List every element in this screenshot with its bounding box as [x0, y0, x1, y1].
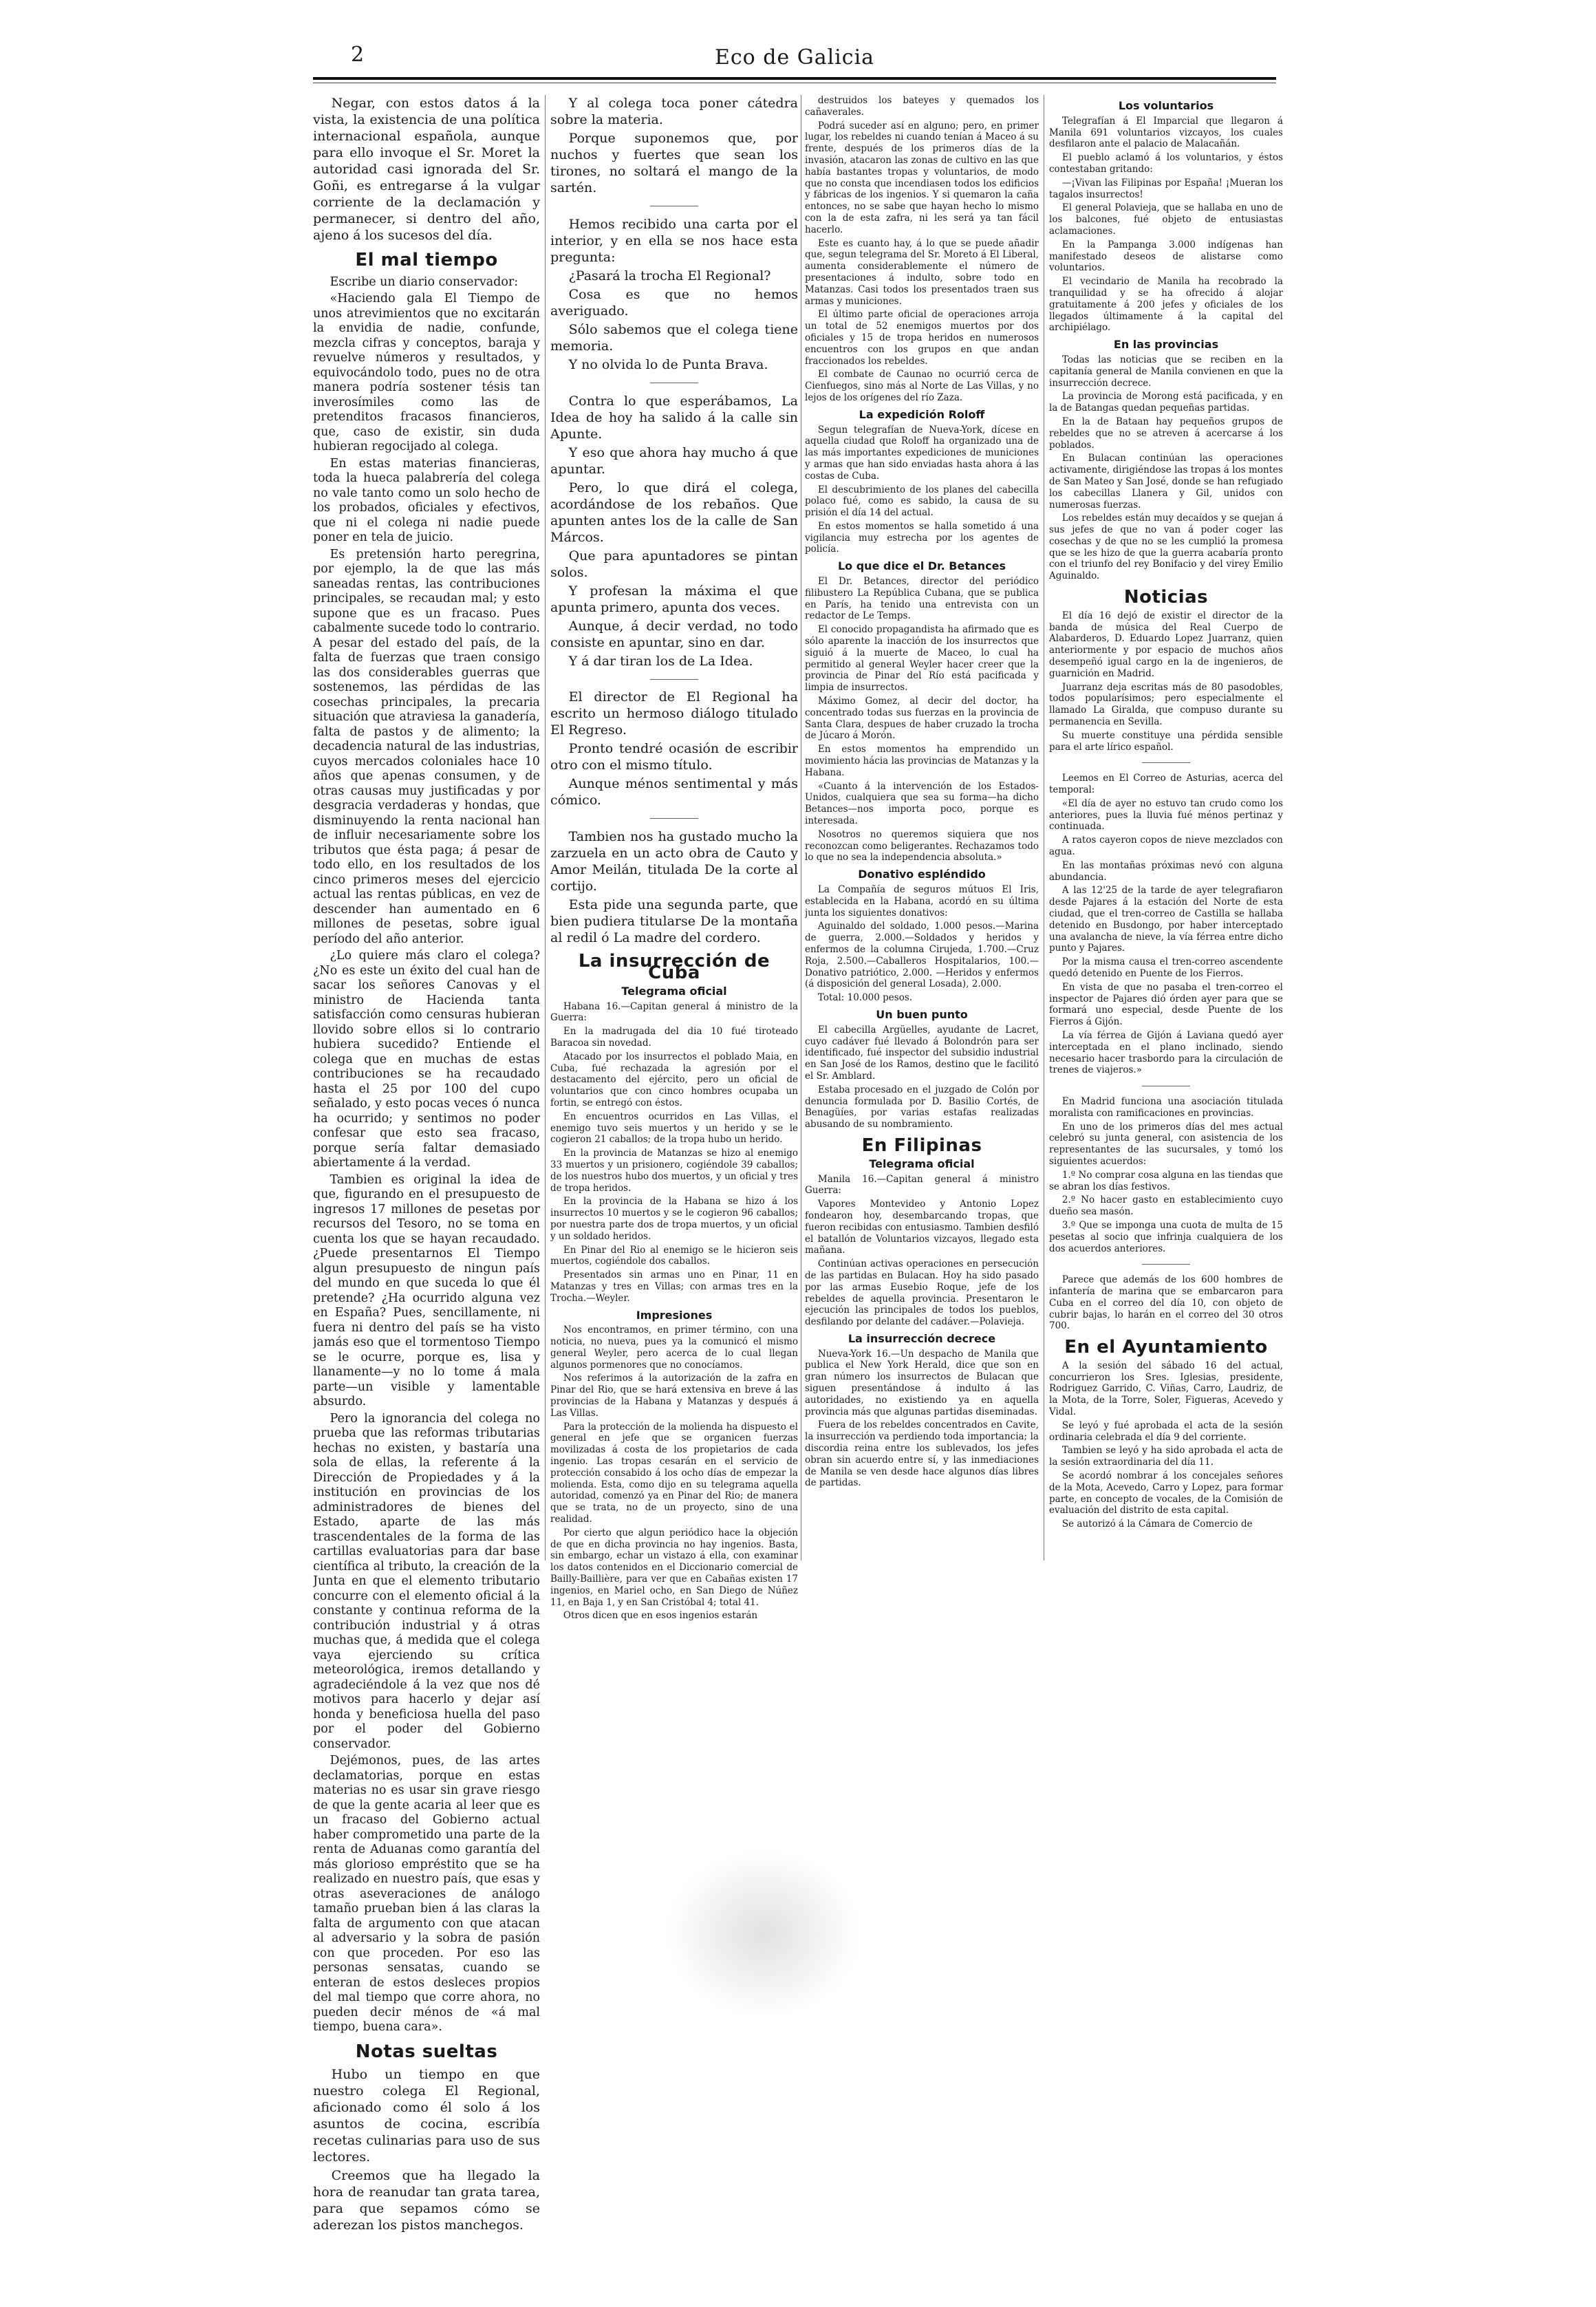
paragraph: 1.º No comprar cosa alguna en las tiendas que se abran los días festivos.	[1049, 1169, 1283, 1192]
subsection-heading: La insurrección decrece	[848, 1331, 996, 1345]
paragraph: —¡Vivan las Filipinas por España! ¡Mueran los tagalos insurrectos!	[1049, 177, 1283, 200]
paragraph: Esta pide una segunda parte, que bien pudiera titularse De la montaña al redil ó La madre del cordero.	[550, 897, 798, 946]
paragraph: Nosotros no queremos siquiera que nos reconozcan como beligerantes. Rechazamos todo lo que no sea la independencia absoluta.»	[805, 828, 1039, 863]
paragraph: A ratos cayeron copos de nieve mezclados con agua.	[1049, 835, 1283, 858]
paragraph: Pero, lo que dirá el colega, acordándose de los rebaños. Que apunten antes los de la calle de San Márcos.	[550, 480, 798, 545]
column-4	[1049, 95, 1283, 1532]
section-heading: Noticias	[1123, 587, 1209, 608]
paragraph: Continúan activas operaciones en persecución de las partidas en Bulacan. Hoy ha sido pasado por las armas Eusebio Roque, jefe de los rebeldes de aquella provincia. Presentaron le ejecución las principales de todos los pueblos, desfilando por delante del cadáver.—Polavieja.	[805, 1258, 1039, 1328]
paragraph: Escribe un diario conservador:	[330, 275, 519, 289]
paragraph: Es pretensión harto peregrina, por ejemplo, la de que las más saneadas rentas, las contribuciones principales, se recaudan mal; y esto supone que es un fracaso. Pues cabalmente sucede todo lo contrario. A pesar del estado del país, de la falta de fuerzas que traen consigo las dos considerables guerras que sostenemos, las pérdidas de las cosechas principales, la precaria situación que atraviesa la ganadería, falta de pastos y de alimento; la decadencia natural de las industrias, cuyos mercados coloniales hace 10 años que apenas consumen, y de otras causas muy justificadas y por desgracia verdaderas y hondas, que disminuyendo la renta nacional han de influir necesariamente sobre los tributos que ésta paga; á pesar de todo ello, en los resultados de los cinco primeros meses del ejercicio actual las rentas públicas, en vez de descender han aumentado en 6 millones de pesetas, sobre igual período del año anterior.	[313, 547, 540, 946]
paragraph: «El día de ayer no estuvo tan crudo como los anteriores, pues la lluvia fué ménos pertinaz y continuada.	[1049, 797, 1283, 833]
paragraph: Porque suponemos que, por nuchos y fuertes que sean los tirones, no soltará el mango de la sartén.	[550, 131, 798, 195]
paragraph: destruidos los bateyes y quemados los cañaverales.	[805, 95, 1039, 118]
paper-stain	[667, 1851, 860, 2016]
paragraph: «Cuanto á la intervención de los Estados-Unidos, cualquiera que sea su forma—ha dicho Betances—nos importa poco, porque es interesada.	[805, 780, 1039, 827]
paragraph: Presentados sin armas uno en Pinar, 11 en Matanzas y tres en Villas; con armas tres en la Trocha.—Weyler.	[550, 1269, 798, 1304]
paragraph: Se acordó nombrar á los concejales señores de la Mota, Acevedo, Carro y Lopez, para formar parte, en concepto de vocales, de la Comisión de evaluación del distrito de esta capital.	[1049, 1470, 1283, 1516]
paragraph: Sólo sabemos que el colega tiene memoria.	[550, 321, 798, 354]
masthead-title: Eco de Galicia	[714, 45, 875, 69]
paragraph: Creemos que ha llegado la hora de reanudar tan grata tarea, para que sepamos cómo se aderezan los pistos manchegos.	[313, 2168, 540, 2233]
paragraph: Pero la ignorancia del colega no prueba que las reformas tributarias hechas no existen, y bastaría una sola de ellas, la referente á la Dirección de Propiedades y á la institución en provincias de los administradores de bienes del Estado, aparte de las más trascendentales de la forma de las cartillas evaluatorias para dar base científica al tributo, la creación de la Junta en que el elemento tributario concurre con el elemento oficial á la constante y continua reforma de la contribución industrial y á otras muchas que, á medida que el colega vaya ejerciendo su crítica meteorológica, iremos detallando y agradeciéndole á la vez que nos dé motivos para hacerlo y dejar así honda y beneficiosa huella del paso por el poder del Gobierno conservador.	[313, 1411, 540, 1751]
paragraph: Otros dicen que en esos ingenios estarán	[563, 1610, 758, 1622]
paragraph: Fuera de los rebeldes concentrados en Cavite, la insurrección va perdiendo toda importancia; la discordia reina entre los sublevados, los jefes obran sin acuerdo entre sí, y las inmediaciones de Manila se ven desde hace algunos días libres de partidas.	[805, 1419, 1039, 1489]
separator	[550, 813, 798, 824]
paragraph: Negar, con estos datos á la vista, la existencia de una política internacional española, aunque para ello invoque el Sr. Moret la autoridad casi ignorada del Sr. Goñi, es entregarse á la vulgar corriente de la declamación y permanecer, si dentro del año, ajeno á los sucesos del día.	[313, 96, 540, 243]
section-heading: El mal tiempo	[355, 250, 498, 270]
paragraph: Podrá suceder así en alguno; pero, en primer lugar, los rebeldes ni cuando tenían á Maceo á su frente, después de los primeros días de la invasión, atacaron las zonas de cultivo en las que había bastantes tropas y voluntarios, de modo que no consta que incendiasen todos los edificios y fábricas de los ingenios. Y si quemaron la caña entonces, no se sabe que hayan hecho lo mismo con la de esta zafra, ni les será ya tan fácil hacerlo.	[805, 120, 1039, 235]
paragraph: En vista de que no pasaba el tren-correo el inspector de Pajares dió órden ayer para que se formará uno especial, desde Puente de los Fierros á Gijón.	[1049, 981, 1283, 1028]
paragraph: Manila 16.—Capitan general á ministro Guerra:	[805, 1173, 1039, 1197]
paragraph: Nueva-York 16.—Un despacho de Manila que publica el New York Herald, dice que son en gran número los insurrectos de Bulacan que siguen presentándose á indulto á las autoridades, no existiendo ya en aquella provincia más que algunas partidas diseminadas.	[805, 1348, 1039, 1417]
paragraph: Este es cuanto hay, á lo que se puede añadir que, segun telegrama del Sr. Moreto á El Liberal, aumenta considerablemente el número de presentaciones á indulto, sobre todo en Matanzas. Casi todos los presentados traen sus armas y municiones.	[805, 237, 1039, 307]
paragraph: En estos momentos ha emprendido un movimiento hácia las provincias de Matanzas y la Habana.	[805, 744, 1039, 778]
subsection-heading: La expedición Roloff	[859, 407, 985, 421]
paragraph: Pronto tendré ocasión de escribir otro con el mismo título.	[550, 741, 798, 773]
paragraph: El conocido propagandista ha afirmado que es sólo aparente la inacción de los insurrectos que siguió á la muerte de Maceo, lo cual ha permitido al general Weyler hacer creer que la provincia de Pinar del Río está pacificada y limpia de insurrectos.	[805, 624, 1039, 694]
subsection-heading: Donativo espléndido	[858, 868, 986, 881]
paragraph: Hemos recibido una carta por el interior, y en ella se nos hace esta pregunta:	[550, 216, 798, 265]
column-divider	[545, 95, 546, 1560]
paragraph: Se autorizó á la Cámara de Comercio de	[1061, 1519, 1253, 1530]
paragraph: El vecindario de Manila ha recobrado la tranquilidad y se ha ofrecido á alojar gratuitamente á 200 jefes y oficiales de los llegados últimamente á la capital del archipiélago.	[1049, 276, 1283, 334]
paragraph: Para la protección de la molienda ha dispuesto el general en jefe que se organicen fuerzas movilizadas á costa de los propietarios de cada ingenio. Las tropas cesarán en el servicio de protección consabido á los ocho días de empezar la molienda. Esta, como dijo en su telegrama aquella autoridad, comenzó ya en Pinar del Rio; de manera que se trata, no de un proyecto, sino de una realidad.	[550, 1421, 798, 1525]
paragraph: Su muerte constituye una pérdida sensible para el arte lírico español.	[1049, 729, 1283, 753]
separator	[550, 200, 798, 212]
paragraph: Nos encontramos, en primer término, con una noticia, no nueva, pues ya la comunicó el mismo general Weyler, pero acerca de lo cual llegan algunos pormenores que no conocíamos.	[550, 1324, 798, 1371]
page-header	[313, 41, 1276, 83]
paragraph: Habana 16.—Capitan general á ministro de la Guerra:	[550, 1000, 798, 1024]
paragraph: El director de El Regional ha escrito un hermoso diálogo titulado El Regreso.	[550, 689, 798, 738]
paragraph: 2.º No hacer gasto en establecimiento cuyo dueño sea masón.	[1049, 1194, 1283, 1218]
subsection-heading: Un buen punto	[876, 1007, 968, 1021]
paragraph: Aunque ménos sentimental y más cómico.	[550, 776, 798, 808]
paragraph: En la Pampanga 3.000 indígenas han manifestado deseos de alistarse como voluntarios.	[1049, 239, 1283, 274]
paragraph: En estos momentos se halla sometido á una vigilancia muy estrecha por los agentes de policía.	[805, 520, 1039, 555]
paragraph: Leemos en El Correo de Asturias, acerca del temporal:	[1049, 773, 1283, 796]
subsection-heading: Telegrama oficial	[869, 1157, 975, 1170]
paragraph: Se leyó y fué aprobada el acta de la sesión ordinaria celebrada el día 9 del corriente.	[1049, 1419, 1283, 1443]
paragraph: La vía férrea de Gijón á Laviana quedó ayer interceptada en el plano inclinado, siendo necesario hacer trasbordo para la circulación de trenes de viajeros.»	[1049, 1029, 1283, 1076]
paragraph: Por la misma causa el tren-correo ascendente quedó detenido en Puente de los Fierros.	[1049, 956, 1283, 979]
subsection-heading: En las provincias	[1113, 338, 1219, 352]
paragraph: Todas las noticias que se reciben en la capitanía general de Manila convienen en que la insurrección decrece.	[1049, 354, 1283, 389]
paragraph: Y á dar tiran los de La Idea.	[568, 653, 753, 669]
paragraph: Tambien es original la idea de que, figurando en el presupuesto de ingresos 17 millones de pesetas por recursos del Tesoro, no se toma en cuenta los que se hayan recaudado. ¿Puede presentarnos El Tiempo algun presupuesto de ningun país del mundo en que suceda lo que él pretende? ¿Ha ocurrido alguna vez en España? Pues, sencillamente, ni fuera ni dentro del país se ha visto jamás eso que el tormentoso Tiempo se le ocurre, porque es, lisa y llanamente—y no lo tome á mala parte—un visible y lamentable absurdo.	[313, 1172, 540, 1408]
paragraph: El último parte oficial de operaciones arroja un total de 52 enemigos muertos por dos oficiales y 15 de tropa heridos en numerosos encuentros con los grupos en que andan fraccionados los rebeldes.	[805, 309, 1039, 367]
paragraph: Y no olvida lo de Punta Brava.	[568, 356, 768, 372]
paragraph: Los rebeldes están muy decaídos y se quejan á sus jefes de que no van á poder coger las cosechas y de que no se les cumplió la promesa que se les hizo de que la guerra acabaría pronto con el triunfo del rey Bonifacio y del virey Emilio Aguinaldo.	[1049, 513, 1283, 582]
separator	[550, 674, 798, 685]
paragraph: El combate de Caunao no ocurrió cerca de Cienfuegos, sino más al Norte de Las Villas, y no lejos de los orígenes del río Zaza.	[805, 369, 1039, 403]
paragraph: El pueblo aclamó á los voluntarios, y éstos contestaban gritando:	[1049, 152, 1283, 175]
paragraph: ¿Lo quiere más claro el colega? ¿No es este un éxito del cual han de sacar los señores Canovas y el ministro de Hacienda tanta satisfacción como censuras hubieran llovido sobre ellos si lo contrario hubiera sucedido? Entiende el colega que en muchas de estas contribuciones se ha recaudado hasta el 25 por 100 del cupo señalado, y esto pocas veces ó nunca ha ocurrido; y sentimos no poder confesar que esto sea fracaso, porque sería faltar demasiado abiertamente á la verdad.	[313, 949, 540, 1170]
paragraph: En uno de los primeros días del mes actual celebró su junta general, con asistencia de los representantes de las sucursales, y tomó los siguientes acuerdos:	[1049, 1121, 1283, 1167]
page-number: 2	[351, 43, 365, 67]
paragraph: Aunque, á decir verdad, no todo consiste en apuntar, sino en dar.	[550, 618, 798, 650]
subsection-heading: Los voluntarios	[1118, 99, 1214, 112]
paragraph: En la de Bataan hay pequeños grupos de rebeldes que no se atreven á acercarse á los poblados.	[1049, 416, 1283, 451]
column-1	[313, 95, 540, 2235]
paragraph: Parece que además de los 600 hombres de infantería de marina que se embarcaron para Cuba en el correo del día 10, con objeto de cubrir bajas, lo harán en el correo del 30 otros 700.	[1049, 1274, 1283, 1332]
paragraph: El cabecilla Argüelles, ayudante de Lacret, cuyo cadáver fué llevado á Bolondrón para ser identificado, fué inspector del subsidio industrial en San José de los Ramos, destino que le facilitó el Sr. Amblard.	[805, 1024, 1039, 1082]
paragraph: En la madrugada del dia 10 fué tiroteado Baracoa sin novedad.	[550, 1026, 798, 1049]
paragraph: El Dr. Betances, director del periódico filibustero La República Cubana, que se publica en París, ha tenido una entrevista con un redactor de Le Temps.	[805, 576, 1039, 622]
paragraph: En las montañas próximas nevó con alguna abundancia.	[1049, 859, 1283, 883]
paragraph: Por cierto que algun periódico hace la objeción de que en dicha provincia no hay ingenios. Basta, sin embargo, echar un vistazo á ella, con examinar los datos contenidos en el Diccionario comercial de Bailly-Baillière, para ver que en Cabañas existen 17 ingenios, en Mariel ocho, en San Diego de Núñez 11, en Baja 1, y en San Cristóbal 4; total 41.	[550, 1527, 798, 1608]
paragraph: En Pinar del Rio al enemigo se le hicieron seis muertos, cogiéndole dos caballos.	[550, 1244, 798, 1267]
paragraph: La Compañía de seguros mútuos El Iris, establecida en la Habana, acordó en su última junta los siguientes donativos:	[805, 884, 1039, 919]
paragraph: Dejémonos, pues, de las artes declamatorias, porque en estas materias no es usar sin grave riesgo de que la gente acaria al leer que es un fracaso del Gobierno actual haber comprometido una parte de la renta de Aduanas como garantía del más glorioso empréstito que se ha realizado en nuestro país, que esas y otras aseveraciones de análogo tamaño prueban bien á las claras la falta de argumento con que atacan al adversario y la sobra de pasión con que proceden. Por eso las personas sensatas, cuando se enteran de estos desleces propios del mal tiempo que corre ahora, no pueden decir ménos de «á mal tiempo, buena cara».	[313, 1754, 540, 2034]
paragraph: A la sesión del sábado 16 del actual, concurrieron los Sres. Iglesias, presidente, Rodriguez Garrido, C. Viñas, Carro, Laudriz, de la Mota, de la Torre, Soler, Figueras, Acevedo y Vidal.	[1049, 1360, 1283, 1418]
paragraph: Nos referimos á la autorización de la zafra en Pinar del Rio, que se hará extensiva en breve á las provincias de la Habana y Matanzas y después á Las Villas.	[550, 1373, 798, 1419]
separator	[1049, 757, 1283, 769]
paragraph: Telegrafían á El Imparcial que llegaron á Manila 691 voluntarios vizcayos, los cuales desfilaron ante el palacio de Malacañán.	[1049, 115, 1283, 150]
paragraph: Tambien nos ha gustado mucho la zarzuela en un acto obra de Cauto y Amor Meilán, titulada De la corte al cortijo.	[550, 829, 798, 894]
paragraph: A las 12'25 de la tarde de ayer telegrafiaron desde Pajares á la estación del Norte de esta ciudad, que el tren-correo de Castilla se hallaba detenido en Busdongo, por haber interceptado una avalancha de nieve, la vía férrea entre dicho punto y Pajares.	[1049, 885, 1283, 954]
header-rule	[313, 77, 1276, 80]
paragraph: Y profesan la máxima el que apunta primero, apunta dos veces.	[550, 583, 798, 615]
paragraph: El descubrimiento de los planes del cabecilla polaco fué, como es sabido, la causa de su prisión el día 14 del actual.	[805, 484, 1039, 519]
paragraph: En encuentros ocurridos en Las Villas, el enemigo tuvo seis muertos y un herido y se le cogieron 21 caballos; de la tropa hubo un herido.	[550, 1110, 798, 1146]
paragraph: Y eso que ahora hay mucho á que apuntar.	[550, 444, 798, 477]
column-2	[550, 95, 798, 1624]
subsection-heading: Lo que dice el Dr. Betances	[837, 559, 1006, 573]
paragraph: Cosa es que no hemos averiguado.	[550, 286, 798, 319]
paragraph: Y al colega toca poner cátedra sobre la materia.	[550, 96, 798, 127]
paragraph: Juarranz deja escritas más de 80 pasodobles, todos popularísimos; pero especialmente el llamado La Giralda, que compuso durante su permanencia en Sevilla.	[1049, 681, 1283, 728]
paragraph: En Bulacan continúan las operaciones activamente, dirigiéndose las tropas á los montes de San Mateo y San José, donde se han refugiado los cabecillas Llanera y Gil, unidos con numerosas fuerzas.	[1049, 453, 1283, 511]
column-3	[805, 95, 1039, 1491]
paragraph: Estaba procesado en el juzgado de Colón por denuncia formulada por D. Basilio Cortés, de Benagüíes, por varias estafas realizadas abusando de su nombramiento.	[805, 1084, 1039, 1130]
paragraph: Que para apuntadores se pintan solos.	[550, 548, 798, 580]
paragraph: Hubo un tiempo en que nuestro colega El Regional, aficionado como él solo á los asuntos de cocina, escribía recetas culinarias para uso de sus lectores.	[313, 2067, 540, 2165]
paragraph: Atacado por los insurrectos el poblado Maia, en Cuba, fué rechazada la agresión por el destacamento del ejército, pero un oficial de voluntarios que con cinco hombres ocupaba un fortin, se entregó con éstos.	[550, 1051, 798, 1108]
separator	[550, 377, 798, 389]
section-heading: Notas sueltas	[355, 2041, 498, 2062]
paragraph: Vapores Montevideo y Antonio Lopez fondearon hoy, desembarcando tropas, que fueron recibidas con entusiasmo. Tambien desfiló el batallón de Voluntarios vizcayos, llegado esta mañana.	[805, 1199, 1039, 1256]
paragraph: Segun telegrafían de Nueva-York, dícese en aquella ciudad que Roloff ha organizado una de las más importantes expediciones de municiones y armas que han sido enviadas hasta ahora á las costas de Cuba.	[805, 424, 1039, 482]
paragraph: «Haciendo gala El Tiempo de unos atrevimientos que no excitarán la envidia de nadie, confunde, mezcla cifras y conceptos, baraja y revuelve números y resultados, y equivocándolo todo, pues no de otra manera podría sostener tésis tan inverosímiles como las de pretenditos fracasos financieros, que, caso de existir, sin duda hubieran regocijado al colega.	[313, 292, 540, 453]
paragraph: En la provincia de Matanzas se hizo al enemigo 33 muertos y un prisionero, cogiéndole 39 caballos; de los nuestros hubo dos muertos, y un oficial y tres de tropa heridos.	[550, 1148, 798, 1194]
paragraph: El día 16 dejó de existir el director de la banda de música del Real Cuerpo de Alabarderos, D. Eduardo Lopez Juarranz, quien anteriormente y por espacio de muchos años desempeñó igual cargo en la de ingenieros, de guarnición en Madrid.	[1049, 610, 1283, 679]
paragraph: En la provincia de la Habana se hizo á los insurrectos 10 muertos y se le cogieron 96 caballos; por nuestra parte dos de tropa muertos, y un oficial y un soldado heridos.	[550, 1196, 798, 1242]
paragraph: Máximo Gomez, al decir del doctor, ha concentrado todas sus fuerzas en la provincia de Santa Clara, despues de haber cruzado la trocha de Júcaro á Morón.	[805, 696, 1039, 742]
subsection-heading: Impresiones	[636, 1308, 713, 1322]
paragraph: Aguinaldo del soldado, 1.000 pesos.—Marina de guerra, 2.000.—Soldados y heridos y enfermos de la columna Cirujeda, 1.700.—Cruz Roja, 2.500.—Caballeros Hospitalarios, 100.—Donativo patriótico, 2.000. —Heridos y enfermos (á disposición del general Losada), 2.000.	[805, 921, 1039, 990]
paragraph: En Madrid funciona una asociación titulada moralista con ramificaciones en provincias.	[1049, 1095, 1283, 1119]
paragraph: La provincia de Morong está pacificada, y en la de Batangas quedan pequeñas partidas.	[1049, 391, 1283, 414]
subsection-heading: Telegrama oficial	[621, 984, 727, 998]
paragraph: Total: 10.000 pesos.	[817, 992, 913, 1004]
paragraph: Tambien se leyó y ha sido aprobada el acta de la sesión extraordinaria del día 11.	[1049, 1445, 1283, 1468]
section-heading: En el Ayuntamiento	[1064, 1337, 1268, 1358]
section-heading: En Filipinas	[861, 1135, 982, 1156]
separator	[1049, 1258, 1283, 1270]
paragraph: 3.º Que se imponga una cuota de multa de 15 pesetas al socio que infrinja cualquiera de los dos acuerdos anteriores.	[1049, 1219, 1283, 1254]
separator	[1049, 1080, 1283, 1092]
section-heading: La insurrección de Cuba	[578, 951, 770, 983]
paragraph: Contra lo que esperábamos, La Idea de hoy ha salido á la calle sin Apunte.	[550, 393, 798, 442]
paragraph: El general Polavieja, que se hallaba en uno de los balcones, fué objeto de entusiastas aclamaciones.	[1049, 202, 1283, 237]
paragraph: En estas materias financieras, toda la hueca palabrería del colega no vale tanto como un solo hecho de los probados, oficiales y efectivos, que ni el colega ni nadie puede poner en tela de juicio.	[313, 456, 540, 544]
paragraph: ¿Pasará la trocha El Regional?	[568, 268, 771, 283]
